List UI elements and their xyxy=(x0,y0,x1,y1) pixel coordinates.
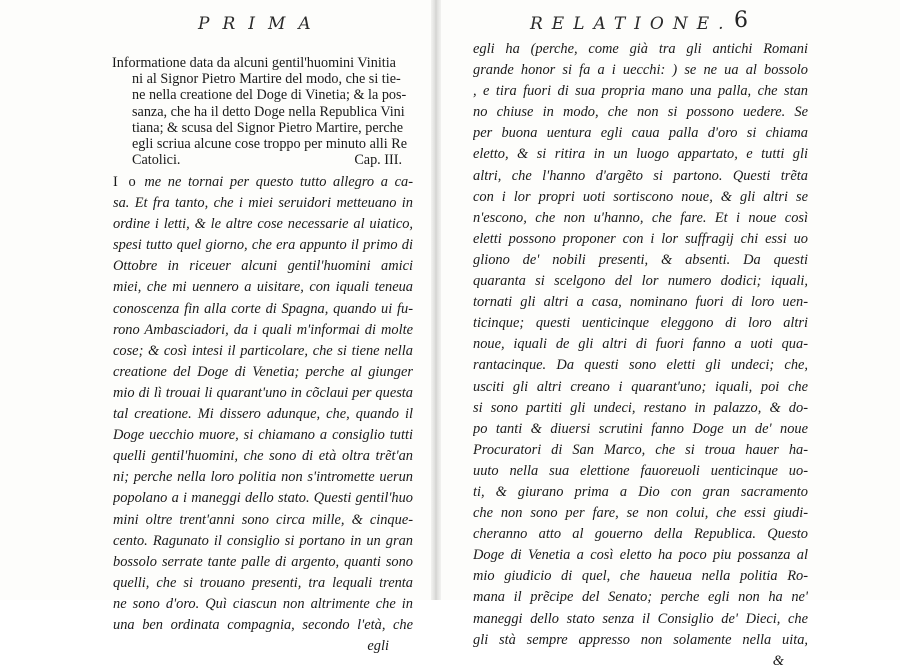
body-line: per buona uentura egli caua palla d'oro si chiama xyxy=(473,125,808,142)
body-line: ni; perche nella loro politia non s'intromette uerun xyxy=(113,469,413,486)
body-line: eletto, & si ritira in un luogo appartato, e tutti gli xyxy=(473,146,808,163)
body-line: mio di lì trouai li quarant'uno in cõclaui per questa xyxy=(113,384,413,401)
chapter-heading-line: egli scriua alcune cose troppo per minuto alli Re xyxy=(132,136,407,153)
body-line: , e tira fuori di sua propria mano una palla, che stan xyxy=(473,83,808,100)
body-line: grande honor si fa a i uecchi: ) se ne ua al bossolo xyxy=(473,62,808,79)
body-line: Procuratori di San Marco, che si troua hauer ha- xyxy=(473,441,808,458)
chapter-heading-line: ni al Signor Pietro Martire del modo, che si tie- xyxy=(132,71,401,88)
body-line: popolano a i maneggi dello stato. Questi gentil'huo xyxy=(113,490,413,507)
body-line: cento. Ragunato il consiglio si portano in un gran xyxy=(113,532,413,549)
body-line: usciti gli altri creano i quarant'uno; iquali, poi che xyxy=(473,378,808,395)
body-line: rantacinque. Da questi sono eletti gli undeci; che, xyxy=(473,357,808,374)
body-line: quelli, che si trouano presenti, tra lequali trenta xyxy=(113,574,413,591)
right-page xyxy=(438,0,900,669)
body-line: gli stà sempre appresso non solamente nella uita, xyxy=(473,631,808,648)
body-line: con i lor propri uoti sortiscono noue, & gli altri se xyxy=(473,188,808,205)
chapter-heading-line: Catolici. xyxy=(132,152,181,169)
body-line: spesi tutto quel giorno, che era appunto il primo di xyxy=(113,237,413,254)
body-line: ticinque; questi uenticinque eleggono di loro altri xyxy=(473,315,808,332)
body-text xyxy=(113,172,413,657)
body-line: altri, che l'hanno d'argẽto si partono. Questi trẽta xyxy=(473,167,808,184)
body-line: eletti possono proponer con i lor suffragij chi essi uo xyxy=(473,230,808,247)
body-line: egli ha (perche, come già tra gli antichi Romani xyxy=(473,41,808,57)
body-line: si sono partiti gli undeci, restano in palazzo, & do- xyxy=(473,399,808,416)
body-line: ordine i letti, & le altre cose necessarie al uiatico, xyxy=(113,216,413,233)
body-line: Doge di Venetia a così eletto ha poco piu possanza al xyxy=(473,547,808,564)
body-line: cose; & così intesi il particolare, che si tiene nella xyxy=(113,342,413,359)
body-line: sa. Et fra tanto, che i miei seruidori metteuano in xyxy=(113,195,413,212)
body-line: bossolo serrate tante palle di argento, quanti sono xyxy=(113,553,413,570)
chapter-heading-line: sanza, che ha il detto Doge nella Republica Vini xyxy=(132,103,405,120)
body-line: che non sono per fare, se non colui, che essi giudi- xyxy=(473,505,808,522)
body-line: Ottobre in riceuer alcuni gentil'huomini amici xyxy=(113,258,413,275)
body-line: gliono de' nobili presenti, & absenti. Da questi xyxy=(473,251,808,268)
body-line: no chiuse in modo, che non si possono uedere. Se xyxy=(473,104,808,121)
body-line: maneggi dello stato senza il Consiglio de' Dieci, che xyxy=(473,610,808,627)
body-text xyxy=(473,39,808,672)
body-line: mini oltre trent'anni sono circa mille, & cinque- xyxy=(113,511,413,528)
body-line-text: me ne tornai per questo tutto allegro a ca- xyxy=(137,174,413,190)
body-line xyxy=(113,172,413,193)
body-line: Doge uecchio muore, si chiamano a consiglio tutti xyxy=(113,427,413,444)
body-line: tornati gli altri a casa, nominano fuori di loro uen- xyxy=(473,294,808,311)
left-page xyxy=(0,0,436,655)
chapter-heading-line: Informatione data da alcuni gentil'huomini Vinitia xyxy=(112,55,396,71)
catchword: egli xyxy=(367,638,389,655)
body-line: n'escono, che non u'hanno, che fare. Et i noue così xyxy=(473,209,808,226)
body-line: tal creatione. Mi dissero adunque, che, quando il xyxy=(113,406,413,423)
catchword: & xyxy=(772,652,784,669)
body-line: quaranta si scelgono del lor numero dodici; iquali, xyxy=(473,273,808,290)
initial-words: I o xyxy=(113,174,138,190)
body-line: cheranno atto al gouerno della Republica. Questo xyxy=(473,526,808,543)
running-head: RELATIONE. xyxy=(530,14,733,34)
running-head: PRIMA xyxy=(198,14,324,34)
body-line: conoscenza fin alla corte di Spagna, quando ui fu- xyxy=(113,300,413,317)
body-line: ti, & giurano prima a Dio con gran sacramento xyxy=(473,483,808,500)
chapter-number: Cap. III. xyxy=(354,152,402,169)
body-line: uuto nella sua elettione fauoreuoli uenticinque uo- xyxy=(473,462,808,479)
chapter-heading-final-line xyxy=(112,152,402,168)
body-line: mana il prẽcipe del Senato; perche egli non ha ne' xyxy=(473,589,808,606)
body-line: po tanti & diuersi scrutini fanno Doge un de' noue xyxy=(473,420,808,437)
chapter-heading-line: ne nella creatione del Doge di Vinetia; & la pos- xyxy=(132,87,407,104)
page-number: 6 xyxy=(734,8,748,33)
body-line: ne sono d'oro. Quì ciascun non altrimente che in xyxy=(113,595,413,612)
chapter-heading-line: tiana; & scusa del Signor Pietro Martire, perche xyxy=(132,119,404,136)
body-line: noue, iquali de gli altri di fuori fanno a uoti qua- xyxy=(473,336,808,353)
body-line: mio giudicio di quel, che haueua nella politia Ro- xyxy=(473,568,808,585)
body-line: quelli gentil'huomini, che sono di età oltra trẽt'an xyxy=(113,448,413,465)
body-line: creatione del Doge di Venetia; perche al giunger xyxy=(113,363,413,380)
chapter-heading xyxy=(112,55,412,168)
body-line: una ben ordinata compagnia, secondo l'età, che xyxy=(113,616,413,633)
body-line: miei, che mi uennero a uisitare, con iquali teneua xyxy=(113,279,413,296)
body-line: rono Ambasciadori, da i quali m'informai di molte xyxy=(113,321,413,338)
